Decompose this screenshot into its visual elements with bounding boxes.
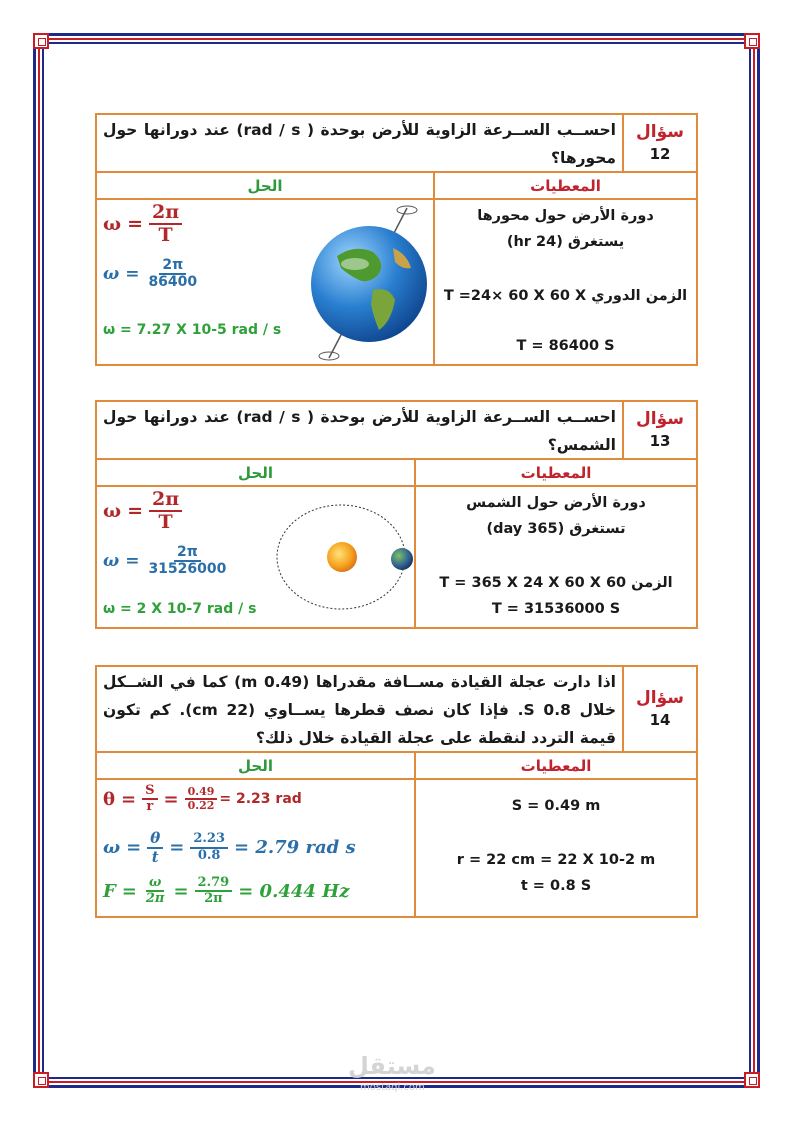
given-line-4: T = 31536000 S <box>491 601 621 617</box>
question-number: 12 <box>649 145 671 164</box>
theta-symbol: θ <box>103 788 116 810</box>
fraction <box>185 786 218 812</box>
denominator: t <box>151 847 159 866</box>
solution-cell <box>97 200 433 364</box>
given-cell <box>414 487 696 627</box>
given-header: المعطيات <box>433 173 696 198</box>
question-14-table <box>95 665 698 918</box>
corner-ornament-icon <box>744 33 760 49</box>
omega-symbol: ω <box>103 264 120 285</box>
question-label <box>622 402 696 458</box>
numerator: S <box>142 784 157 800</box>
corner-ornament-icon <box>744 1072 760 1088</box>
omega-equation <box>103 830 356 865</box>
watermark-url: mostaql.com <box>360 1082 425 1093</box>
given-line-4: T = 86400 S <box>516 338 615 354</box>
omega-equation-2 <box>103 545 229 578</box>
frequency-result: = 0.444 Hz <box>238 880 350 902</box>
numerator: 2π <box>149 202 182 225</box>
question-number: 14 <box>649 711 671 730</box>
omega-result: ω = 7.27 X 10-5 rad / s <box>103 322 282 338</box>
given-cell <box>414 780 696 916</box>
omega-symbol: ω <box>103 499 122 522</box>
corner-ornament-icon <box>33 33 49 49</box>
fraction <box>145 545 229 578</box>
fraction <box>149 202 182 246</box>
fraction <box>142 784 157 815</box>
earth-orbit-icon <box>275 501 413 613</box>
given-line-1: S = 0.49 m <box>511 798 601 814</box>
equals-sign: = <box>125 551 140 572</box>
omega-symbol: ω <box>103 551 120 572</box>
omega-symbol: ω <box>103 212 122 235</box>
question-word: سؤال <box>636 122 684 143</box>
equals-sign: = <box>121 880 137 902</box>
numerator: 2π <box>159 258 186 275</box>
denominator: 2π <box>145 891 165 907</box>
equals-sign: = <box>173 880 189 902</box>
frequency-symbol: F <box>103 880 116 902</box>
solution-header: الحل <box>238 756 273 775</box>
given-line-3: الزمن T = 365 X 24 X 60 X 60 <box>439 575 673 591</box>
question-word: سؤال <box>636 409 684 430</box>
solution-header: الحل <box>247 176 283 195</box>
denominator: T <box>158 510 173 533</box>
question-number: 13 <box>649 432 671 451</box>
frequency-equation <box>103 876 349 907</box>
given-line-3: t = 0.8 S <box>520 878 592 894</box>
given-line-2: يستغرق (24 hr) <box>506 234 625 250</box>
fraction <box>145 258 200 291</box>
question-text: احســب الســرعة الزاوية للأرض بوحدة ( rad / s) عند دورانها حول الشمس؟ <box>103 408 616 454</box>
omega-symbol: ω <box>103 837 121 858</box>
question-text: اذا دارت عجلة القيادة مســافة مقدراها (0.49 m) كما في الشــكل خلال S 0.8. فإذا كان نصف قطرها يســاوي (22 cm). كم تكون قيمة التردد لنقطة على عجلة القيادة خلال ذلك؟ <box>103 673 616 747</box>
question-label <box>622 667 696 751</box>
denominator: 86400 <box>148 274 198 291</box>
given-header: المعطيات <box>414 460 696 485</box>
given-cell <box>433 200 696 364</box>
denominator: r <box>146 799 154 815</box>
denominator: 0.22 <box>187 799 215 813</box>
omega-equation-1 <box>103 489 182 533</box>
omega-equation-1 <box>103 202 182 246</box>
fraction <box>143 876 168 907</box>
denominator: 2π <box>204 891 223 907</box>
fraction <box>149 489 182 533</box>
equals-sign: = <box>163 788 179 810</box>
given-line-3: الزمن الدوري T =24× 60 X 60 X <box>443 288 688 304</box>
given-line-1: دورة الأرض حول الشمس <box>466 495 646 511</box>
theta-result: = 2.23 rad <box>219 791 302 808</box>
question-12-table <box>95 113 698 366</box>
numerator: 2π <box>174 545 201 562</box>
numerator: 0.49 <box>185 786 218 800</box>
denominator: 0.8 <box>197 847 221 863</box>
numerator: 2.79 <box>195 876 233 892</box>
earth-globe-icon <box>307 204 429 362</box>
question-label <box>622 115 696 171</box>
omega-equation-2 <box>103 258 200 291</box>
equals-sign: = <box>125 264 140 285</box>
omega-result: = 2.79 rad s <box>234 837 356 858</box>
question-text: احســب الســرعة الزاوية للأرض بوحدة ( rad / s) عند دورانها حول محورها؟ <box>103 121 616 167</box>
numerator: 2π <box>149 489 182 512</box>
watermark: مستقل <box>348 1052 436 1080</box>
given-line-1: دورة الأرض حول محورها <box>477 208 654 224</box>
equals-sign: = <box>127 212 144 235</box>
corner-ornament-icon <box>33 1072 49 1088</box>
numerator: 2.23 <box>190 832 228 848</box>
question-word: سؤال <box>636 688 684 709</box>
fraction <box>147 830 163 865</box>
fraction <box>190 832 228 863</box>
solution-header: الحل <box>238 463 273 482</box>
solution-cell <box>97 487 414 627</box>
theta-equation <box>103 784 302 815</box>
equals-sign: = <box>169 837 185 858</box>
equals-sign: = <box>126 837 142 858</box>
omega-result: ω = 2 X 10-7 rad / s <box>103 601 257 617</box>
given-line-2: r = 22 cm = 22 X 10-2 m <box>456 852 656 868</box>
question-13-table <box>95 400 698 629</box>
solution-cell <box>97 780 414 916</box>
numerator: θ <box>147 830 163 849</box>
denominator: T <box>158 223 173 246</box>
given-line-2: تستغرق (365 day) <box>486 521 626 537</box>
given-header: المعطيات <box>414 753 696 778</box>
equals-sign: = <box>127 499 144 522</box>
fraction <box>195 876 233 907</box>
numerator: ω <box>146 876 164 892</box>
denominator: 31526000 <box>148 561 227 578</box>
equals-sign: = <box>121 788 137 810</box>
